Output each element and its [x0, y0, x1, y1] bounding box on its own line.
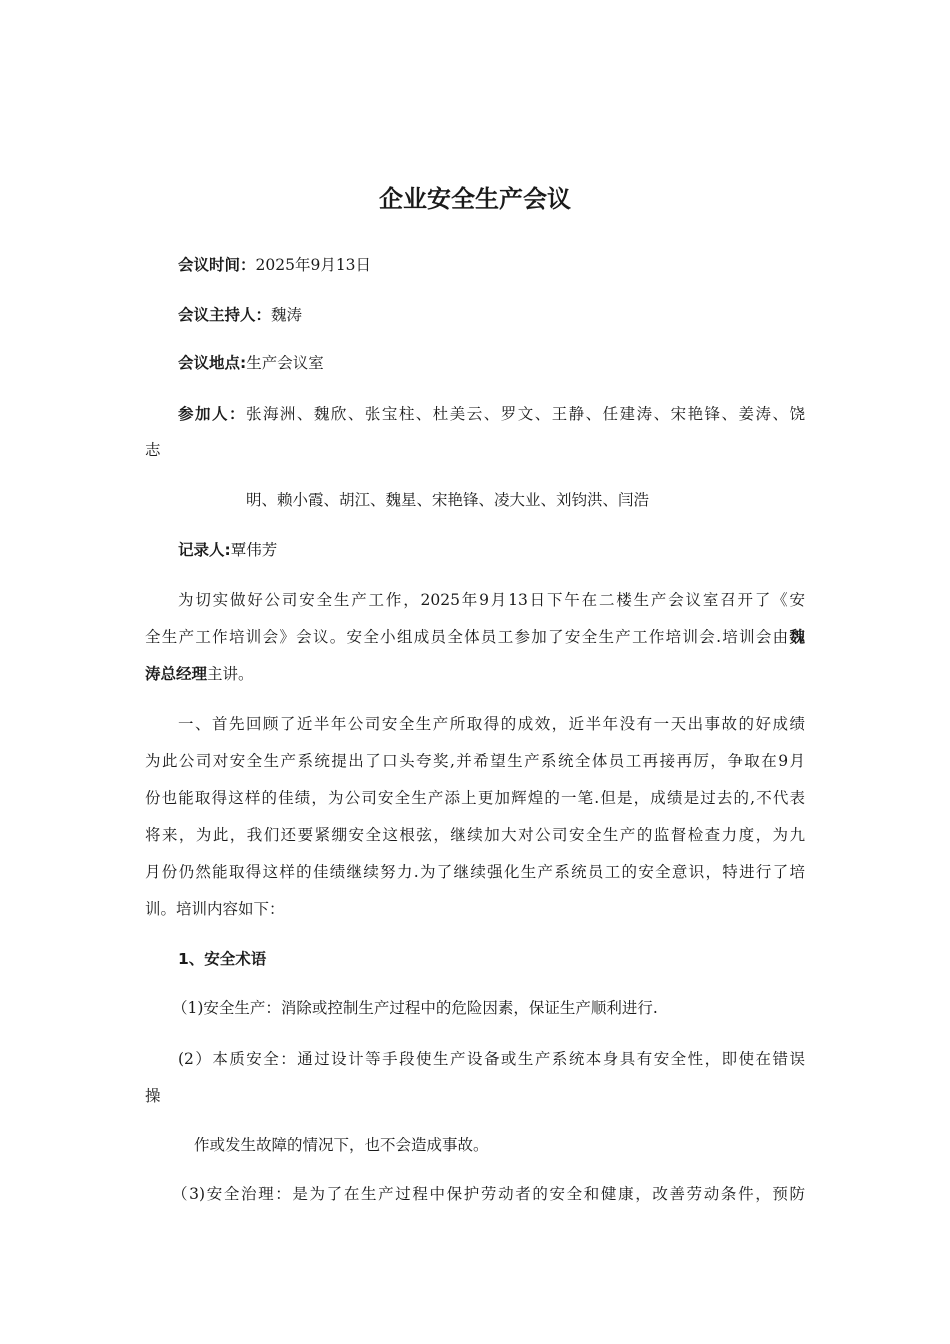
section1-line-1-text: 一、首先回顾了近半年公司安全生产所取得的成效，近半年没有一天出事故的好成绩 — [178, 715, 805, 733]
intro-line-1 — [178, 590, 805, 610]
attendees-line-2: 志 — [145, 441, 161, 459]
intro-line-3 — [145, 664, 254, 684]
section1-line-4 — [145, 825, 805, 845]
section1-line-2 — [145, 751, 805, 771]
intro-line-1-text: 为切实做好公司安全生产工作，2025年9月13日下午在二楼生产会议室召开了《安 — [178, 591, 805, 609]
section1-line-6: 训。培训内容如下： — [145, 900, 285, 918]
document-title: 企业安全生产会议 — [379, 185, 571, 213]
section1-line-5-text: 月份仍然能取得这样的佳绩继续努力.为了继续强化生产系统员工的安全意识，特进行了培 — [145, 863, 805, 881]
meeting-time — [178, 255, 371, 275]
section1-line-4-text: 将来，为此，我们还要紧绷安全这根弦，继续加大对公司安全生产的监督检查力度，为九 — [145, 826, 805, 844]
heading-safety-terms-text: 1、安全术语 — [178, 950, 267, 968]
meeting-time-value: 2025年9月13日 — [255, 256, 372, 274]
attendees-value-1: 张海洲、魏欣、张宝柱、杜美云、罗文、王静、任建涛、宋艳锋、姜涛、饶 — [245, 405, 805, 423]
term-2-line-3: 作或发生故障的情况下，也不会造成事故。 — [194, 1136, 489, 1154]
section1-line-5 — [145, 862, 805, 882]
term-3-line-1 — [172, 1184, 805, 1204]
attendees-line-1 — [178, 404, 805, 424]
meeting-time-label: 会议时间： — [178, 256, 256, 274]
term-2-line-2: 操 — [145, 1087, 161, 1105]
recorder-value: 覃伟芳 — [230, 541, 278, 559]
intro-line-3-bold: 涛总经理 — [145, 665, 208, 683]
heading-safety-terms — [178, 949, 266, 969]
term-2-line-1 — [178, 1049, 805, 1069]
section1-line-3 — [145, 788, 805, 808]
attendees-line-3: 明、赖小霞、胡江、魏星、宋艳锋、凌大业、刘钧洪、闫浩 — [246, 491, 650, 509]
attendees-label: 参加人： — [178, 405, 246, 423]
section1-line-2-text: 为此公司对安全生产系统提出了口头夸奖,并希望生产系统全体员工再接再厉，争取在9月 — [145, 752, 805, 770]
term-2-line-1-text: (2）本质安全：通过设计等手段使生产设备或生产系统本身具有安全性，即使在错误 — [178, 1050, 805, 1068]
recorder — [178, 540, 277, 560]
intro-line-2-text: 全生产工作培训会》会议。安全小组成员全体员工参加了安全生产工作培训会.培训会由 — [145, 628, 790, 646]
meeting-host-value: 魏涛 — [271, 306, 303, 324]
meeting-place-label: 会议地点: — [178, 354, 247, 372]
term-3-line-1-text: （3)安全治理：是为了在生产过程中保护劳动者的安全和健康，改善劳动条件，预防 — [172, 1185, 805, 1203]
meeting-place — [178, 353, 324, 373]
meeting-host-label: 会议主持人： — [178, 306, 272, 324]
section1-line-3-text: 份也能取得这样的佳绩，为公司安全生产添上更加辉煌的一笔.但是，成绩是过去的,不代表 — [145, 789, 805, 807]
intro-line-2-bold: 魏 — [789, 628, 805, 646]
intro-line-2 — [145, 627, 805, 647]
meeting-place-value: 生产会议室 — [246, 354, 324, 372]
section1-line-1 — [178, 714, 805, 734]
term-1: （1)安全生产：消除或控制生产过程中的危险因素，保证生产顺利进行. — [172, 999, 658, 1017]
intro-line-3-text: 主讲。 — [207, 665, 254, 683]
meeting-host — [178, 305, 302, 325]
recorder-label: 记录人: — [178, 541, 231, 559]
